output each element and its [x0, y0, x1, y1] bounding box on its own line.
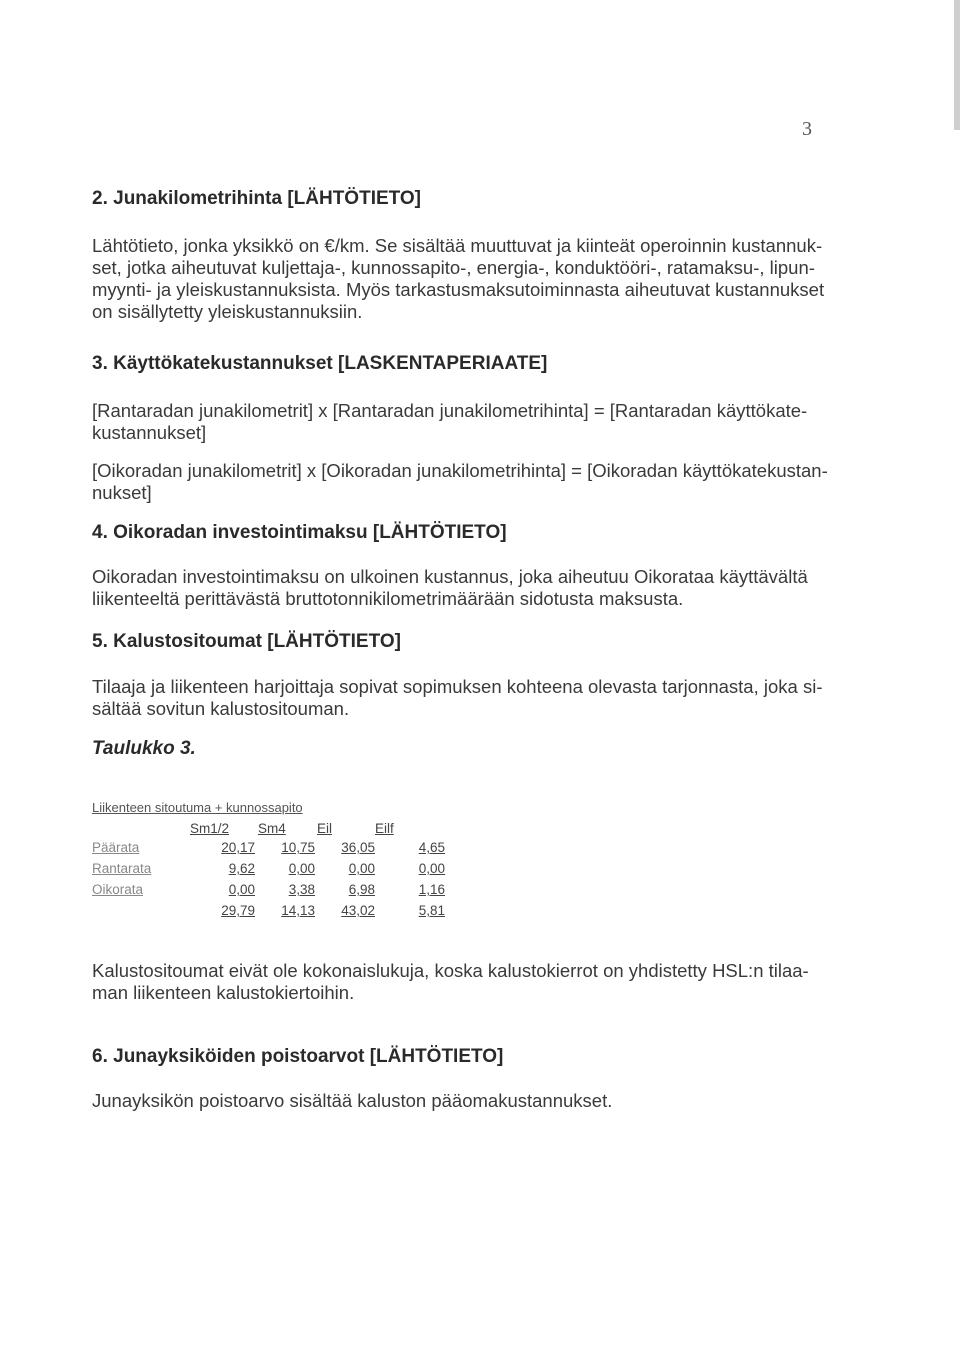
row-label: Oikorata — [92, 882, 144, 897]
table-cell: 6,98 — [348, 882, 375, 897]
column-header: Eil — [317, 821, 333, 836]
table-total-cell: 43,02 — [341, 903, 375, 918]
section-heading-5: 5. Kalustositoumat [LÄHTÖTIETO] — [92, 631, 401, 652]
text-line: Lähtötieto, jonka yksikkö on €/km. Se sisältää muuttuvat ja kiinteät operoinnin kustannuk- — [92, 235, 823, 256]
text-line: liikenteeltä perittävästä bruttotonnikilometrimäärään sidotusta maksusta. — [92, 588, 684, 609]
text-line: Kalustositoumat eivät ole kokonaislukuja, koska kalustokierrot on yhdistetty HSL:n tilaa- — [92, 960, 809, 981]
section-heading-2: 2. Junakilometrihinta [LÄHTÖTIETO] — [92, 188, 422, 209]
page-number: 3 — [802, 118, 812, 140]
text-line: [Rantaradan junakilometrit] x [Rantaradan junakilometrihinta] = [Rantaradan käyttökate- — [92, 400, 808, 421]
row-label: Päärata — [92, 840, 140, 855]
text-line: kustannukset] — [92, 422, 207, 443]
section-3-formula-1 — [92, 400, 822, 444]
table-total-cell: 29,79 — [221, 903, 255, 918]
section-2-paragraph — [92, 235, 825, 323]
section-3-formula-2 — [92, 460, 828, 504]
table-cell: 10,75 — [281, 840, 315, 855]
scan-edge-mark — [954, 0, 960, 130]
table-total-cell: 5,81 — [418, 903, 445, 918]
text-line: nukset] — [92, 482, 152, 503]
text-line: Tilaaja ja liikenteen harjoittaja sopivat sopimuksen kohteena olevasta tarjonnasta, joka si- — [92, 676, 823, 697]
column-header: Sm4 — [258, 821, 286, 836]
table-cell: 36,05 — [341, 840, 375, 855]
table-cell: 0,00 — [288, 861, 315, 876]
text-line: Junayksikön poistoarvo sisältää kaluston pääomakustannukset. — [92, 1090, 613, 1111]
text-line: set, jotka aiheutuvat kuljettaja-, kunnossapito-, energia-, konduktööri-, ratamaksu-, lipun- — [92, 257, 815, 278]
table-cell: 0,00 — [228, 882, 255, 897]
section-5-paragraph — [92, 676, 822, 720]
table-cell: 1,16 — [418, 882, 445, 897]
table-cell: 20,17 — [221, 840, 255, 855]
section-heading-4: 4. Oikoradan investointimaksu [LÄHTÖTIETO] — [92, 522, 507, 543]
table-cell: 3,38 — [288, 882, 315, 897]
text-line: myynti- ja yleiskustannuksista. Myös tarkastusmaksutoiminnasta aiheutuvat kustannukset — [92, 279, 825, 300]
table-cell: 0,00 — [348, 861, 375, 876]
table-cell: 4,65 — [418, 840, 445, 855]
section-heading-3: 3. Käyttökatekustannukset [LASKENTAPERIAATE] — [92, 353, 548, 374]
column-header: Sm1/2 — [190, 821, 230, 836]
table-cell: 9,62 — [228, 861, 255, 876]
text-line: sältää sovitun kalustositouman. — [92, 698, 350, 719]
column-header: Eilf — [375, 821, 394, 836]
table-total-cell: 14,13 — [281, 903, 315, 918]
text-line: [Oikoradan junakilometrit] x [Oikoradan junakilometrihinta] = [Oikoradan käyttökatekustan- — [92, 460, 828, 481]
table-caption: Taulukko 3. — [92, 738, 196, 759]
section-6-paragraph — [92, 1090, 822, 1112]
table-note-paragraph — [92, 960, 822, 1004]
table-cell: 0,00 — [418, 861, 445, 876]
text-line: on sisällytetty yleiskustannuksiin. — [92, 301, 363, 322]
text-line: man liikenteen kalustokiertoihin. — [92, 982, 355, 1003]
row-label: Rantarata — [92, 861, 152, 876]
table-title: Liikenteen sitoutuma + kunnossapito — [92, 800, 303, 815]
text-line: Oikoradan investointimaksu on ulkoinen kustannus, joka aiheutuu Oikorataa käyttävältä — [92, 566, 808, 587]
section-heading-6: 6. Junayksiköiden poistoarvot [LÄHTÖTIETO] — [92, 1046, 504, 1067]
section-4-paragraph — [92, 566, 822, 610]
